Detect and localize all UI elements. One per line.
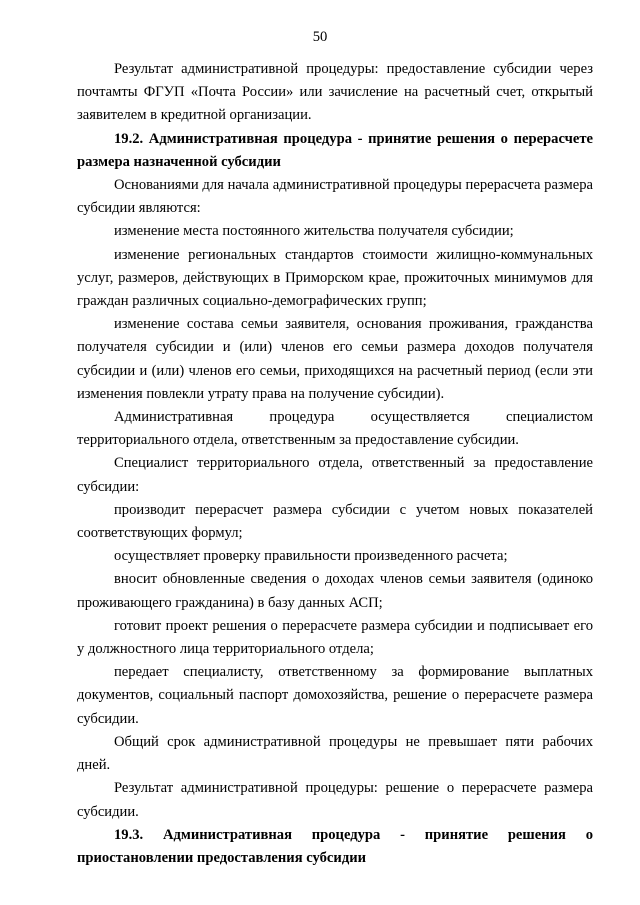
document-body <box>77 58 593 870</box>
paragraph: Специалист территориального отдела, ответственный за предоставление субсидии: <box>77 455 593 495</box>
section-heading: 19.3. Административная процедура - принятие решения о приостановлении предоставления субсидии <box>77 826 593 866</box>
page-number: 50 <box>312 29 328 45</box>
paragraph: производит перерасчет размера субсидии с учетом новых показателей соответствующих формул; <box>77 501 593 542</box>
paragraph: осуществляет проверку правильности произведенного расчета; <box>114 548 508 565</box>
paragraph: изменение состава семьи заявителя, основания проживания, гражданства получателя субсидии и (или) членов его семьи размера доходов получателя субсидии и (или) членов его семьи, приходящихся на расчетный период (если эти изменения повлекли утрату права на получение субсидии). <box>77 316 593 402</box>
paragraph: Основаниями для начала административной процедуры перерасчета размера субсидии являются: <box>77 177 593 217</box>
paragraph: готовит проект решения о перерасчете размера субсидии и подписывает его у должностного лица территориального отдела; <box>77 617 593 658</box>
paragraph: Результат административной процедуры: решение о перерасчете размера субсидии. <box>77 780 593 820</box>
paragraph: изменение региональных стандартов стоимости жилищно-коммунальных услуг, размеров, действующих в Приморском крае, прожиточных минимумов для граждан различных социально-демографических групп; <box>77 246 593 310</box>
paragraph: изменение места постоянного жительства получателя субсидии; <box>114 223 514 240</box>
paragraph: передает специалисту, ответственному за формирование выплатных документов, социальный паспорт домохозяйства, решение о перерасчете размера субсидии. <box>77 664 593 727</box>
paragraph: Административная процедура осуществляется специалистом территориального отдела, ответственным за предоставление субсидии. <box>77 409 593 449</box>
section-heading: 19.2. Административная процедура - принятие решения о перерасчете размера назначенной субсидии <box>77 130 593 170</box>
paragraph: Результат административной процедуры: предоставление субсидии через почтамты ФГУП «Почта России» или зачисление на расчетный счет, открытый заявителем в кредитной организации. <box>77 61 593 124</box>
paragraph: вносит обновленные сведения о доходах членов семьи заявителя (одиноко проживающего гражданина) в базу данных АСП; <box>77 571 593 611</box>
paragraph: Общий срок административной процедуры не превышает пяти рабочих дней. <box>77 733 593 774</box>
